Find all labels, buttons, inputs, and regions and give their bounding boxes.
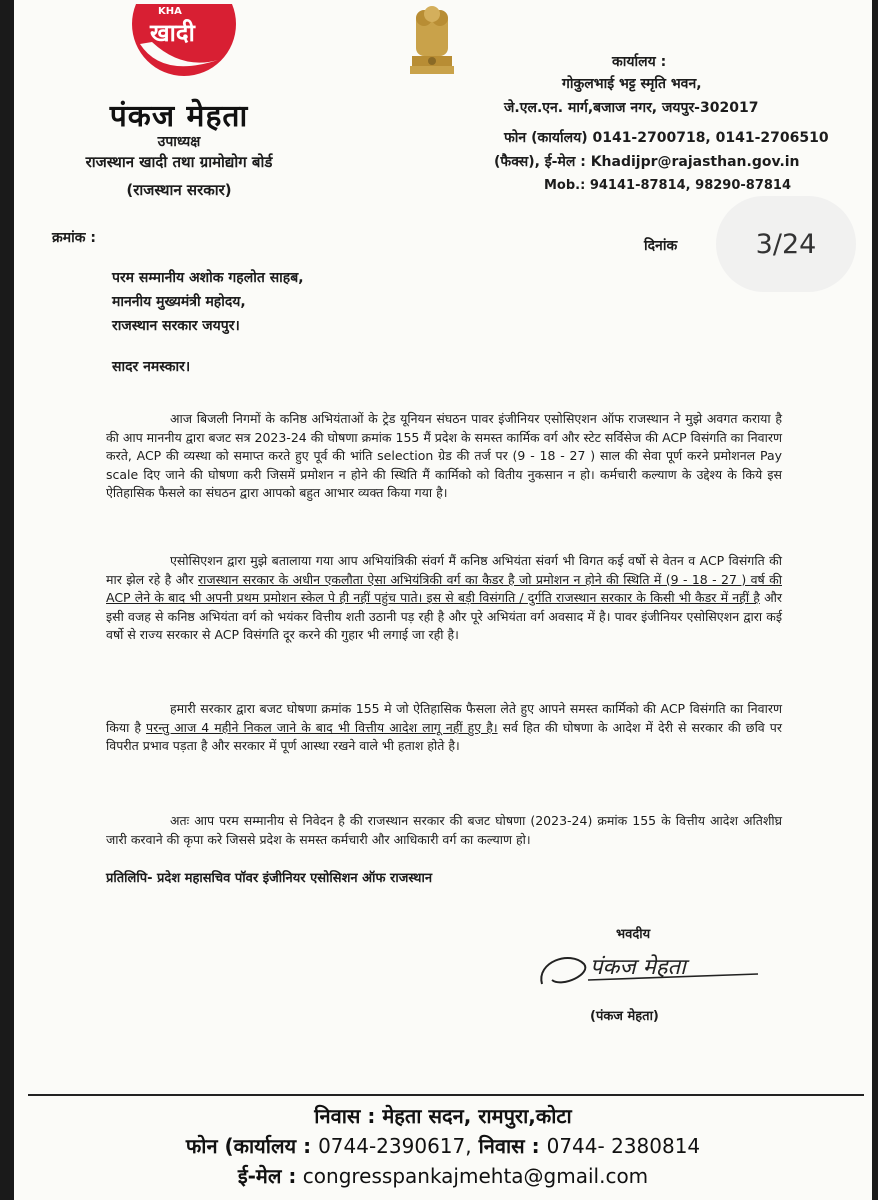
footer-home-phone-label: निवास :	[478, 1134, 540, 1158]
body-p2-text-a: एसोसिएशन द्वारा मुझे बतालाया गया आप अभियांत्रिकी संवर्ग मैं कनिष्ठ अभियंता संवर्ग भी विगत कई वर्षो से वेतन व ACP विसंगति की मार झेल रहे है और	[106, 553, 782, 587]
closing-yours: भवदीय	[616, 927, 651, 942]
sender-designation: उपाध्यक्ष	[157, 134, 201, 150]
addressee-line1: परम सम्मानीय अशोक गहलोत साहब,	[112, 270, 304, 286]
signature-text: पंकज मेहता	[590, 955, 686, 980]
footer-email	[14, 1162, 872, 1189]
footer-office-phone-value: 0744-2390617,	[318, 1134, 472, 1158]
body-paragraph-3	[106, 700, 782, 756]
addressee-line2: माननीय मुख्यमंत्री महोदय,	[112, 294, 246, 310]
addressee-line3: राजस्थान सरकार जयपुर।	[112, 318, 240, 334]
body-paragraph-4: अतः आप परम सम्मानीय से निवेदन है की राजस्थान सरकार की बजट घोषणा (2023-24) क्रमांक 155 के वित्तीय आदेश अतिशीघ्र जारी करवाने की कृपा करे जिससे प्रदेश के समस्त कर्मचारी और आधिकारी वर्ग का कल्याण हो।	[106, 813, 782, 847]
greeting: सादर नमस्कार।	[112, 359, 191, 375]
office-line2: जे.एल.एन. मार्ग,बजाज नगर, जयपुर-302017	[504, 100, 759, 116]
logo-text-small: KHA	[158, 6, 182, 17]
copy-to-line: प्रतिलिपि- प्रदेश महासचिव पॉवर इंजीनियर एसोसिशन ऑफ राजस्थान	[106, 871, 433, 886]
footer-office-phone-label: फोन (कार्यालय :	[185, 1134, 312, 1158]
office-mobile: Mob.: 94141-87814, 98290-87814	[544, 178, 791, 193]
footer-phones	[14, 1132, 872, 1159]
state-emblem-icon	[406, 4, 458, 80]
signatory-name: (पंकज मेहता)	[590, 1009, 659, 1024]
reference-number-label: क्रमांक :	[52, 230, 96, 246]
office-line1: गोकुलभाई भट्ट स्मृति भवन,	[562, 76, 702, 92]
body-p2-text-b: और इसी वजह से कनिष्ठ अभियंता वर्ग को भयंकर वित्तीय शती उठानी पड़ रही है और पूरे अभियंता वर्ग अवसाद में है। पावर इंजीनियर एसोसिएशन द्वारा कई वर्षो से राज्य सरकार से ACP विसंगति दूर करने की गुहार भी लगाई जा रही है।	[106, 590, 782, 643]
footer-home-phone-value: 0744- 2380814	[546, 1134, 701, 1158]
office-fax-email: (फैक्स), ई-मेल : Khadijpr@rajasthan.gov.in	[494, 154, 800, 170]
body-p3-underlined: परन्तु आज 4 महीने निकल जाने के बाद भी वित्तीय आदेश लागू नहीं हुए है।	[145, 719, 498, 735]
khadi-logo	[122, 4, 242, 78]
body-p3-text-b: सर्व हित की घोषणा के आदेश में देरी से सरकार की छवि पर विपरीत प्रभाव पड़ता है और सरकार में पूर्ण आस्था रखने वाले भी हताश होते है।	[106, 719, 782, 754]
signature	[532, 944, 768, 1010]
sender-govt: (राजस्थान सरकार)	[126, 181, 232, 199]
body-paragraph-1: आज बिजली निगमों के कनिष्ठ अभियंताओं के ट्रेड यूनियन संघठन पावर इंजीनियर एसोसिएशन ऑफ राजस्थान ने मुझे अवगत कराया है की आप माननीय द्वारा बजट सत्र 2023-24 की घोषणा क्रमांक 155 मैं प्रदेश के समस्त कार्मिक वर्ग और स्टेट सर्विसेज की ACP विसंगति का निवारण करते, ACP की व्यस्था को समाप्त करते हुए पूर्व की भांति selection ग्रेड की तर्ज पर (9 - 18 - 27 ) साल की सेवा पूर्ण करने प्रमोशनल Pay scale दिए जाने की घोषणा करी जिसमें प्रमोशन न होने की स्थिति मैं कार्मिको को वितीय नुकसान न हो। कर्मचारी कल्याण के उद्देश्य के किये इस ऐतिहासिक फैसले का संघठन द्वारा आपको बहुत आभार व्यक्त किया गया है।	[106, 411, 782, 501]
body-paragraph-2	[106, 552, 782, 645]
footer-residence-value: मेहता सदन, रामपुरा,कोटा	[382, 1104, 572, 1128]
footer-divider	[28, 1094, 864, 1096]
sender-name: पंकज मेहता	[109, 99, 249, 134]
footer-residence	[14, 1102, 872, 1129]
signature-stroke	[532, 944, 768, 1010]
page-indicator: 3/24	[716, 196, 856, 292]
body-p2-underlined: राजस्थान सरकार के अधीन एकलौता ऐसा अभियंत्रिकी वर्ग का कैडर है जो प्रमोशन न होने की स्थिति में (9 - 18 - 27 ) वर्ष की ACP लेने के बाद भी अपनी प्रथम प्रमोशन स्केल पे ही नहीं पहुंच पाते। इस से बड़ी विसंगति / दुर्गति राजस्थान सरकार के किसी भी कैडर में नहीं है	[106, 571, 782, 606]
letter-page	[14, 0, 872, 1200]
body-p3-text-a: हमारी सरकार द्वारा बजट घोषणा क्रमांक 155 मे जो ऐतिहासिक फैसला लेते हुए आपने समस्त कार्मिको की ACP विसंगति का निवारण किया है	[106, 701, 782, 735]
footer-email-value: congresspankajmehta@gmail.com	[302, 1164, 649, 1188]
footer-email-label: ई-मेल :	[237, 1164, 297, 1188]
date-label: दिनांक	[644, 238, 678, 254]
sender-board: राजस्थान खादी तथा ग्रामोद्योग बोर्ड	[85, 153, 273, 171]
footer-residence-label: निवास :	[314, 1104, 376, 1128]
office-label: कार्यालय :	[612, 54, 667, 70]
office-phone: फोन (कार्यालय) 0141-2700718, 0141-2706510	[504, 130, 829, 146]
logo-text-main: खादी	[150, 19, 195, 47]
